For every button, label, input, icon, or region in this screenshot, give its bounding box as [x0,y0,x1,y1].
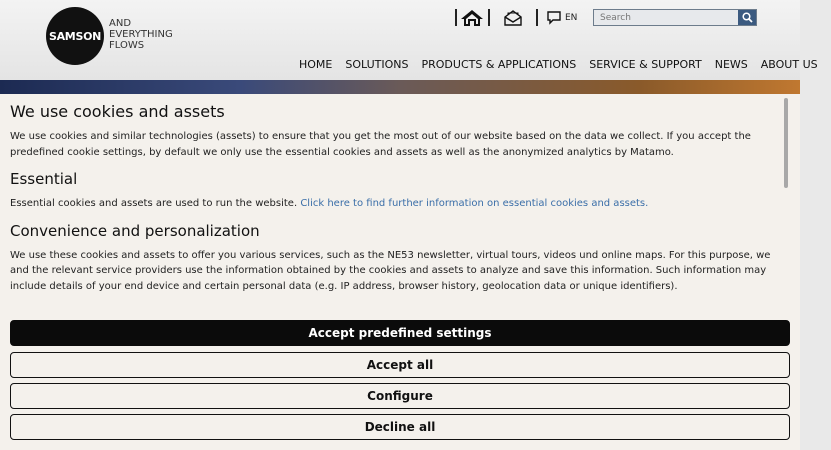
language-label: EN [565,13,578,23]
search-button[interactable] [738,10,756,25]
essential-paragraph [10,196,780,212]
mail-icon[interactable] [504,8,522,28]
nav-about-us[interactable]: ABOUT US [760,58,818,71]
separator [455,9,457,26]
tagline [109,18,173,51]
tagline-line-3: FLOWS [109,40,145,51]
separator [536,9,538,26]
essential-info-link[interactable]: Click here to find further information on essential cookies and assets. [300,198,649,209]
nav-solutions[interactable]: SOLUTIONS [345,58,409,71]
tagline-line-1: AND [109,18,132,29]
nav-news[interactable]: NEWS [714,58,748,71]
main-nav [299,58,831,71]
essential-text: Essential cookies and assets are used to run the website. [10,198,298,209]
samson-logo[interactable] [46,7,104,65]
scroll-thumb[interactable] [784,98,788,188]
essential-title: Essential [10,170,78,188]
convenience-title: Convenience and personalization [10,221,260,240]
logo-text: SAMSON [48,29,102,43]
chat-icon [547,11,561,25]
search-box [593,9,757,26]
accept-predefined-button[interactable]: Accept predefined settings [10,320,790,346]
language-selector[interactable] [547,8,577,28]
convenience-text: We use these cookies and assets to offer you various services, such as the NE53 newsletter, virtual tours, videos und online maps. For this purpose, we and the relevant service providers use the information obtained by the cookies and assets to analyze and save this information. Such information may include details of your end device and certain personal data (e.g. IP address, browser history, geolocation data or unique identifiers). [10,249,771,292]
cookie-title: We use cookies and assets [10,102,225,121]
tagline-line-2: EVERYTHING [109,29,173,40]
site-header [0,0,818,80]
search-input[interactable] [594,10,738,25]
search-icon [742,12,753,23]
cookie-intro: We use cookies and similar technologies (assets) to ensure that you get the most out of our website based on the data we collect. If you accept the predefined cookie settings, by default we only use the essential cookies and assets as well as the anonymized analytics by Matamo. [10,131,751,158]
separator [488,9,490,26]
nav-products-applications[interactable]: PRODUCTS & APPLICATIONS [421,58,577,71]
hero-banner [0,80,800,94]
configure-button[interactable]: Configure [10,383,790,409]
decline-all-button[interactable]: Decline all [10,414,790,440]
cookie-consent-panel [0,94,800,450]
nav-service-support[interactable]: SERVICE & SUPPORT [589,58,702,71]
home-icon[interactable] [460,8,484,28]
cookie-scrollbar[interactable] [783,94,789,309]
accept-all-button[interactable]: Accept all [10,352,790,378]
cookie-content [10,102,780,312]
nav-home[interactable]: HOME [299,58,333,71]
